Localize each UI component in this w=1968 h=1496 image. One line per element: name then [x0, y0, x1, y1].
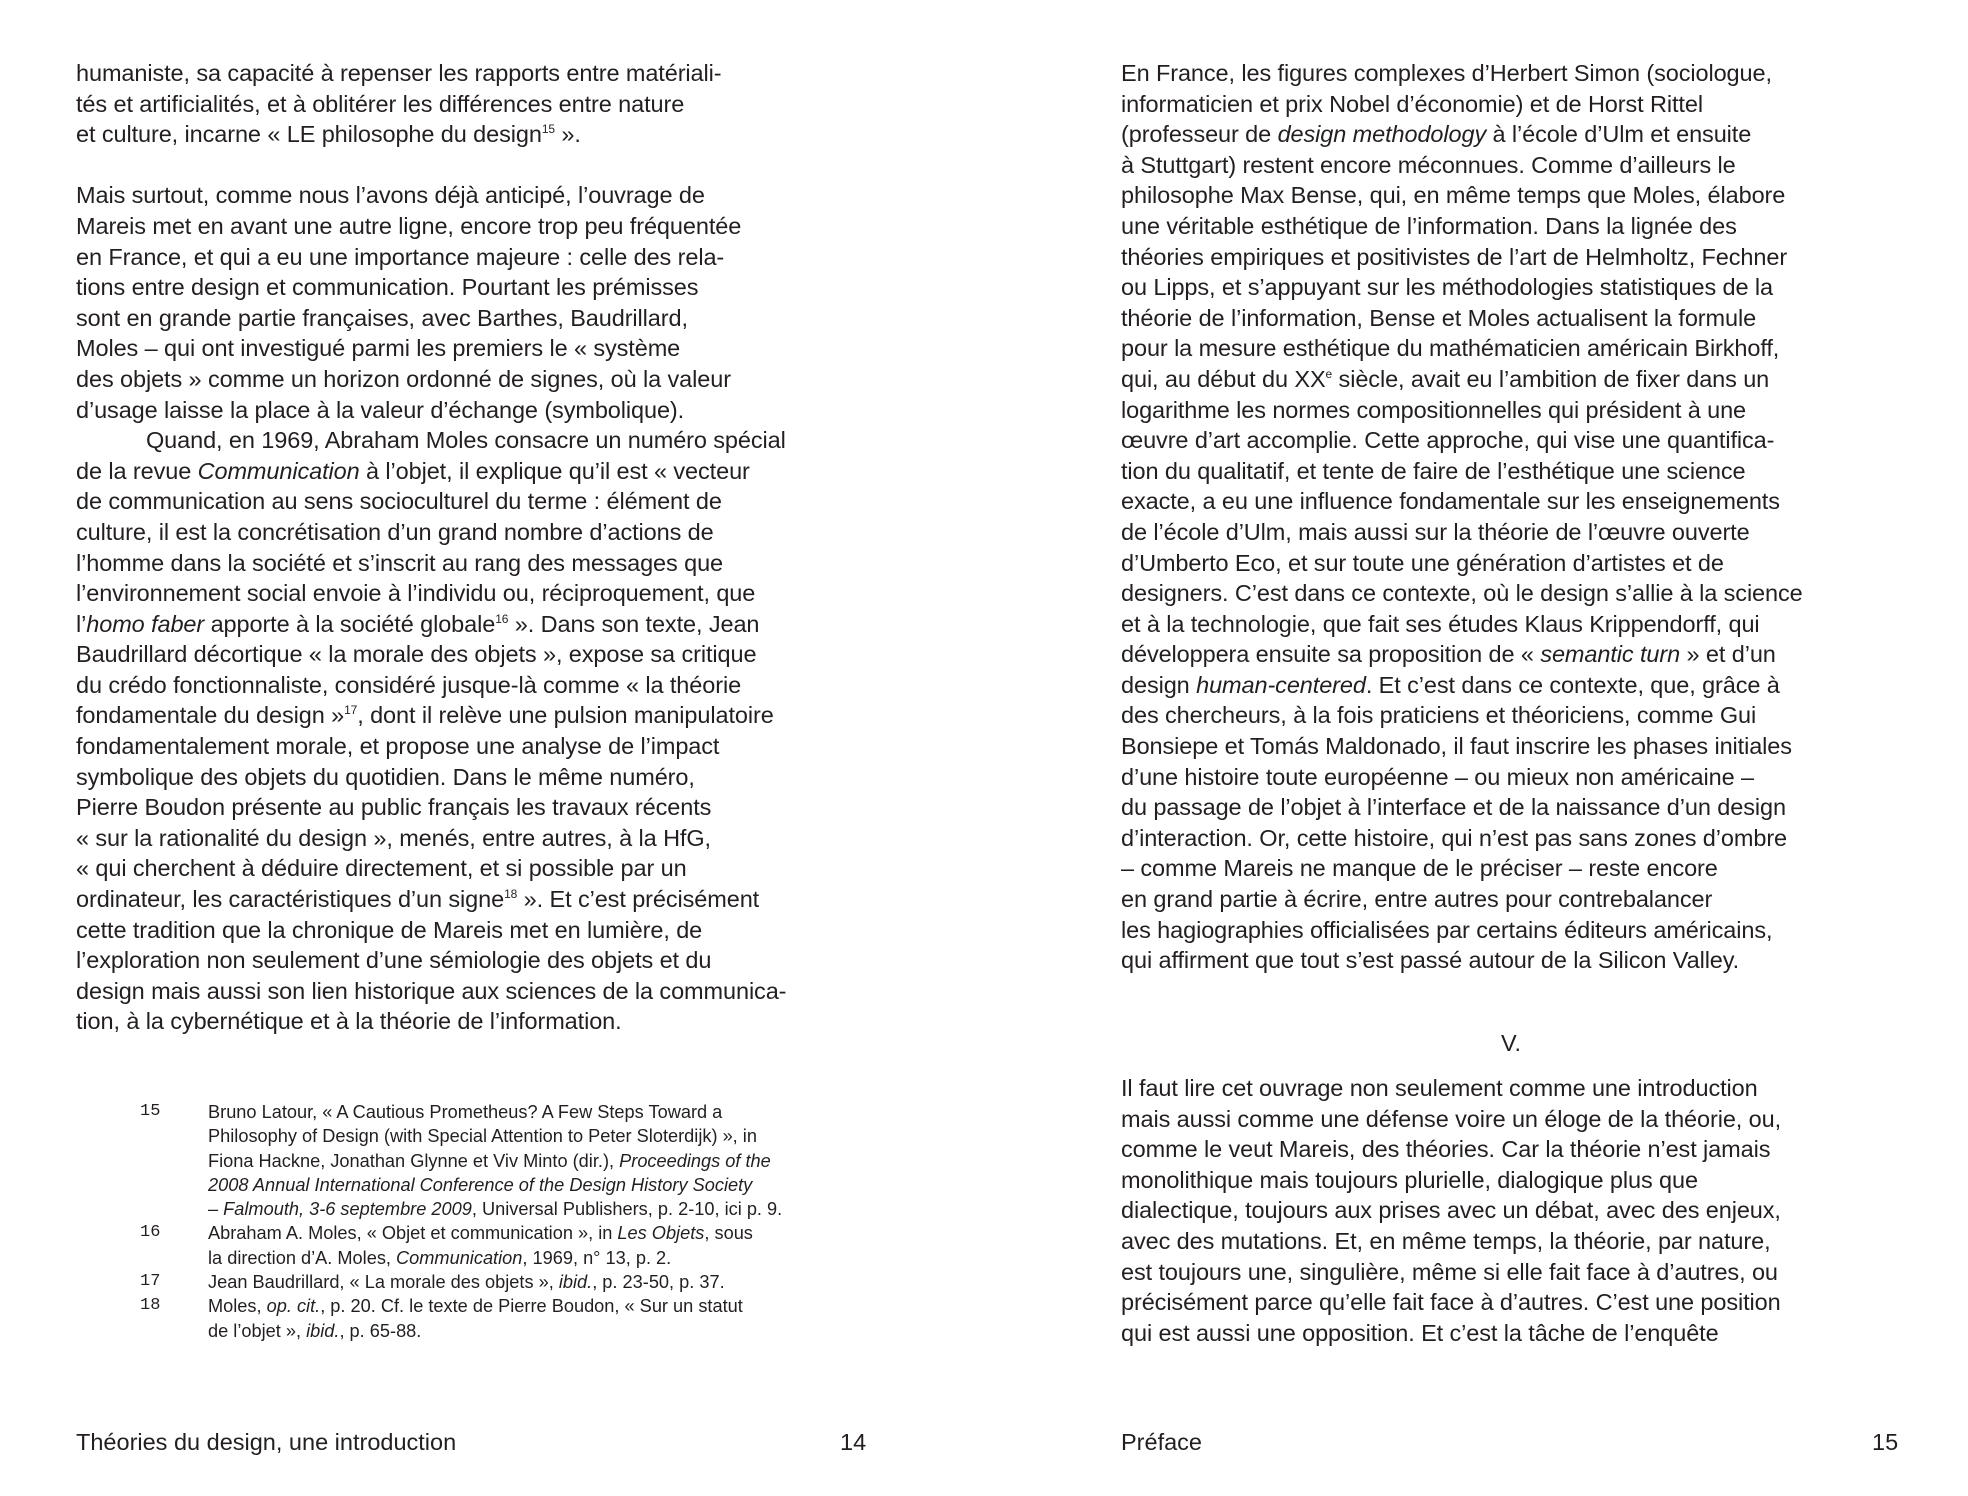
footnote-line: Jean Baudrillard, « La morale des objets », ibid., p. 23-50, p. 37. [208, 1272, 725, 1293]
text-line: Mais surtout, comme nous l’avons déjà anticipé, l’ouvrage de [76, 182, 705, 209]
footnote-line: Abraham A. Moles, « Objet et communication », in Les Objets, sous [208, 1223, 753, 1244]
text-line: « sur la rationalité du design », menés, entre autres, à la HfG, [76, 824, 711, 851]
footnote-16 [140, 1221, 782, 1270]
text-line: une véritable esthétique de l’information. Dans la lignée des [1121, 212, 1737, 239]
footnote-line: Philosophy of Design (with Special Attention to Peter Sloterdijk) », in [208, 1126, 757, 1147]
text-line: informaticien et prix Nobel d’économie) et de Horst Rittel [1121, 90, 1703, 117]
text-line: à Stuttgart) restent encore méconnues. Comme d’ailleurs le [1121, 151, 1736, 178]
text-line: logarithme les normes compositionnelles qui président à une [1121, 396, 1747, 423]
text-line: est toujours une, singulière, même si elle fait face à d’autres, ou [1121, 1258, 1778, 1285]
footnotes [140, 1100, 782, 1343]
text-line: tion, à la cybernétique et à la théorie de l’information. [76, 1008, 622, 1035]
text-line: précisément parce qu’elle fait face à d’autres. C’est une position [1121, 1289, 1781, 1316]
text-line: philosophe Max Bense, qui, en même temps que Moles, élabore [1121, 182, 1786, 209]
text-line: Moles – qui ont investigué parmi les premiers le « système [76, 335, 681, 362]
text-line: de l’école d’Ulm, mais aussi sur la théorie de l’œuvre ouverte [1121, 518, 1750, 545]
text-line: développera ensuite sa proposition de « semantic turn » et d’un [1121, 641, 1776, 668]
footnote-18 [140, 1294, 782, 1343]
footnote-15 [140, 1100, 782, 1221]
text-line: designers. C’est dans ce contexte, où le design s’allie à la science [1121, 580, 1803, 607]
footnote-ref[interactable]: 18 [504, 887, 518, 902]
text-line: de communication au sens socioculturel du terme : élément de [76, 488, 722, 515]
footnote-ref[interactable]: 16 [495, 611, 509, 626]
footnote-number: 16 [140, 1223, 161, 1243]
text-line: ordinateur, les caractéristiques d’un signe$^{18}$ ». Et c’est précisément [76, 886, 760, 913]
page-number-left: 14 [840, 1429, 867, 1455]
text-line: l’homo faber apporte à la société globale$^{16}$ ». Dans son texte, Jean [76, 610, 760, 637]
text-line: monolithique mais toujours plurielle, dialogique plus que [1121, 1166, 1698, 1193]
text-line: symbolique des objets du quotidien. Dans le même numéro, [76, 763, 695, 790]
right-page-body [1121, 58, 1921, 976]
text-line: et culture, incarne « LE philosophe du design$^{15}$ ». [76, 121, 581, 148]
text-line: (professeur de design methodology à l’école d’Ulm et ensuite [1121, 121, 1752, 148]
footnote-ref[interactable]: 17 [344, 703, 358, 718]
text-line: fondamentalement morale, et propose une analyse de l’impact [76, 733, 720, 760]
text-line: culture, il est la concrétisation d’un grand nombre d’actions de [76, 518, 714, 545]
footnote-line: Fiona Hackne, Jonathan Glynne et Viv Minto (dir.), Proceedings of the [208, 1150, 771, 1171]
text-line: du crédo fonctionnaliste, considéré jusque-là comme « la théorie [76, 671, 742, 698]
text-line: théorie de l’information, Bense et Moles actualisent la formule [1121, 304, 1757, 331]
text-line: et à la technologie, que fait ses études Klaus Krippendorff, qui [1121, 610, 1760, 637]
text-line: tions entre design et communication. Pourtant les prémisses [76, 274, 699, 301]
text-line: qui est aussi une opposition. Et c’est la tâche de l’enquête [1121, 1319, 1719, 1346]
text-line: en France, et qui a eu une importance majeure : celle des rela- [76, 243, 725, 270]
text-line: tion du qualitatif, et tente de faire de l’esthétique une science [1121, 457, 1746, 484]
text-line: tés et artificialités, et à oblitérer les différences entre nature [76, 90, 685, 117]
text-line: – comme Mareis ne manque de le préciser – reste encore [1121, 855, 1718, 882]
text-line: cette tradition que la chronique de Mareis met en lumière, de [76, 916, 703, 943]
text-line: « qui cherchent à déduire directement, et si possible par un [76, 855, 687, 882]
text-line: Il faut lire cet ouvrage non seulement comme une introduction [1121, 1075, 1758, 1101]
text-line: design mais aussi son lien historique aux sciences de la communica- [76, 977, 787, 1004]
text-line: design human-centered. Et c’est dans ce contexte, que, grâce à [1121, 671, 1780, 698]
text-line: d’Umberto Eco, et sur toute une génération d’artistes et de [1121, 549, 1724, 576]
text-line: Pierre Boudon présente au public français les travaux récents [76, 794, 712, 821]
footnote-number: 18 [140, 1296, 161, 1316]
text-line: du passage de l’objet à l’interface et de la naissance d’un design [1121, 794, 1786, 821]
text-line: ou Lipps, et s’appuyant sur les méthodologies statistiques de la [1121, 274, 1774, 301]
text-line: comme le veut Mareis, des théories. Car la théorie n’est jamais [1121, 1136, 1771, 1163]
text-line: l’exploration non seulement d’une sémiologie des objets et du [76, 947, 712, 974]
right-page-paragraph-2 [1121, 1073, 1781, 1348]
footnote-line: 2008 Annual International Conference of the Design History Society [208, 1174, 753, 1195]
text-line: des objets » comme un horizon ordonné de signes, où la valeur [76, 365, 731, 392]
text-line: théories empiriques et positivistes de l’art de Helmholtz, Fechner [1121, 243, 1788, 270]
text-line: l’environnement social envoie à l’individu ou, réciproquement, que [76, 580, 756, 607]
running-head-left: Théories du design, une introduction [76, 1429, 457, 1455]
text-line: humaniste, sa capacité à repenser les rapports entre matériali- [76, 60, 722, 86]
text-line: Bonsiepe et Tomás Maldonado, il faut inscrire les phases initiales [1121, 733, 1792, 760]
text-line: avec des mutations. Et, en même temps, la théorie, par nature, [1121, 1227, 1771, 1254]
text-line: fondamentale du design »$^{17}$, dont il relève une pulsion manipulatoire [76, 702, 774, 729]
footnote-ref[interactable]: 15 [541, 122, 555, 137]
text-line: œuvre d’art accomplie. Cette approche, qui vise une quantifica- [1121, 427, 1775, 454]
text-line: mais aussi comme une défense voire un éloge de la théorie, ou, [1121, 1105, 1782, 1132]
running-head-right: Préface [1121, 1429, 1202, 1455]
footnote-number: 17 [140, 1272, 161, 1292]
footnote-line: Bruno Latour, « A Cautious Prometheus? A Few Steps Toward a [208, 1102, 723, 1122]
text-line: des chercheurs, à la fois praticiens et théoriciens, comme Gui [1121, 702, 1757, 729]
text-line: de la revue Communication à l’objet, il explique qu’il est « vecteur [76, 457, 750, 484]
text-line: l’homme dans la société et s’inscrit au rang des messages que [76, 549, 724, 576]
footnote-line: Moles, op. cit., p. 20. Cf. le texte de Pierre Boudon, « Sur un statut [208, 1296, 743, 1317]
text-line: Baudrillard décortique « la morale des objets », expose sa critique [76, 641, 757, 668]
text-line: pour la mesure esthétique du mathématicien américain Birkhoff, [1121, 335, 1780, 362]
page-number-right: 15 [1872, 1429, 1899, 1455]
text-line: exacte, a eu une influence fondamentale sur les enseignements [1121, 488, 1780, 515]
text-line: les hagiographies officialisées par certains éditeurs américains, [1121, 916, 1773, 943]
text-line: Mareis met en avant une autre ligne, encore trop peu fréquentée [76, 212, 742, 239]
footnote-number: 15 [140, 1102, 161, 1121]
footnote-line: la direction d’A. Moles, Communication, 1969, n° 13, p. 2. [208, 1247, 672, 1268]
text-line: qui, au début du XXe siècle, avait eu l’ambition de fixer dans un [1121, 365, 1770, 392]
section-number: V. [1500, 1030, 1522, 1056]
text-line: qui affirment que tout s’est passé autour de la Silicon Valley. [1121, 947, 1740, 974]
text-line: En France, les figures complexes d’Herbert Simon (sociologue, [1121, 60, 1772, 86]
footnote-17 [140, 1270, 782, 1294]
footnote-line: – Falmouth, 3-6 septembre 2009, Universal Publishers, p. 2-10, ici p. 9. [208, 1199, 783, 1220]
text-line: sont en grande partie françaises, avec Barthes, Baudrillard, [76, 304, 688, 331]
text-line: d’interaction. Or, cette histoire, qui n’est pas sans zones d’ombre [1121, 824, 1788, 851]
text-line: dialectique, toujours aux prises avec un débat, avec des enjeux, [1121, 1197, 1781, 1224]
text-line: Quand, en 1969, Abraham Moles consacre un numéro spécial [146, 427, 786, 454]
left-page-body [76, 58, 856, 1037]
text-line: en grand partie à écrire, entre autres pour contrebalancer [1121, 886, 1713, 913]
footnote-line: de l’objet », ibid., p. 65-88. [208, 1320, 422, 1341]
text-line: d’une histoire toute européenne – ou mieux non américaine – [1121, 763, 1754, 790]
text-line: d’usage laisse la place à la valeur d’échange (symbolique). [76, 396, 685, 423]
